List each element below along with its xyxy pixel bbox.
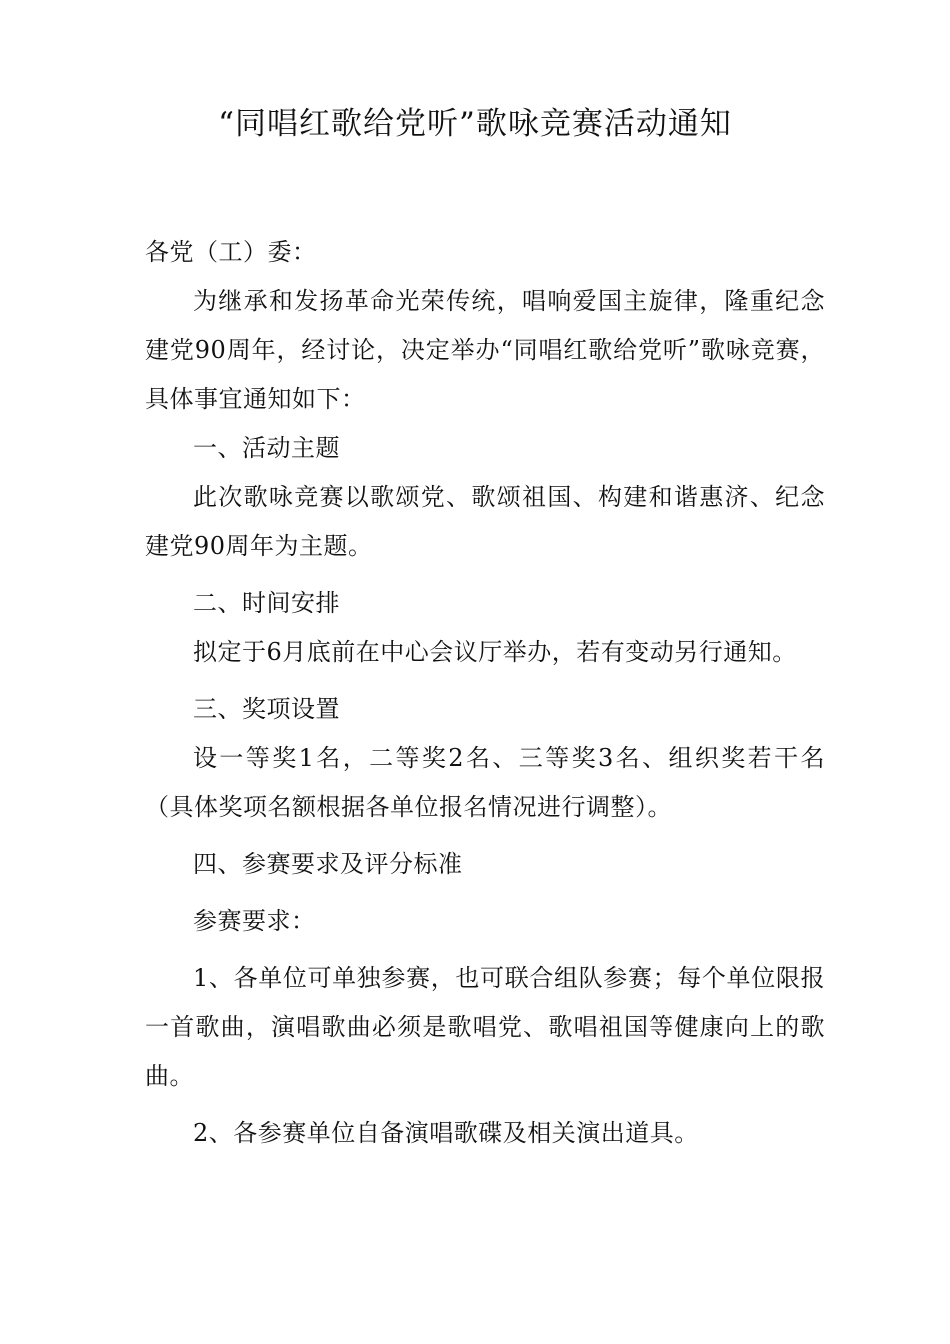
document-title: “同唱红歌给党听”歌咏竞赛活动通知 (218, 106, 732, 142)
section-heading-schedule: 二、时间安排 (193, 589, 340, 617)
theme-paragraph: 此次歌咏竞赛以歌颂党、歌颂祖国、构建和谐惠济、纪念建党90周年为主题。 (145, 483, 825, 560)
document-body (145, 228, 825, 1158)
awards-paragraph: 设一等奖1名，二等奖2名、三等奖3名、组织奖若干名（具体奖项名额根据各单位报名情况进行调整）。 (145, 744, 825, 821)
section-heading-theme: 一、活动主题 (193, 434, 340, 462)
requirements-label: 参赛要求： (193, 907, 316, 935)
requirement-item-1: 1、各单位可单独参赛，也可联合组队参赛；每个单位限报一首歌曲，演唱歌曲必须是歌唱党、歌唱祖国等健康向上的歌曲。 (145, 964, 825, 1090)
section-heading-requirements: 四、参赛要求及评分标准 (193, 850, 463, 878)
schedule-paragraph: 拟定于6月底前在中心会议厅举办，若有变动另行通知。 (193, 638, 797, 666)
requirement-item-2: 2、各参赛单位自备演唱歌碟及相关演出道具。 (193, 1119, 699, 1147)
salutation: 各党（工）委： (145, 238, 317, 266)
section-heading-awards: 三、奖项设置 (193, 695, 340, 723)
intro-paragraph: 为继承和发扬革命光荣传统，唱响爱国主旋律，隆重纪念建党90周年，经讨论，决定举办“同唱红歌给党听”歌咏竞赛，具体事宜通知如下： (145, 287, 825, 413)
